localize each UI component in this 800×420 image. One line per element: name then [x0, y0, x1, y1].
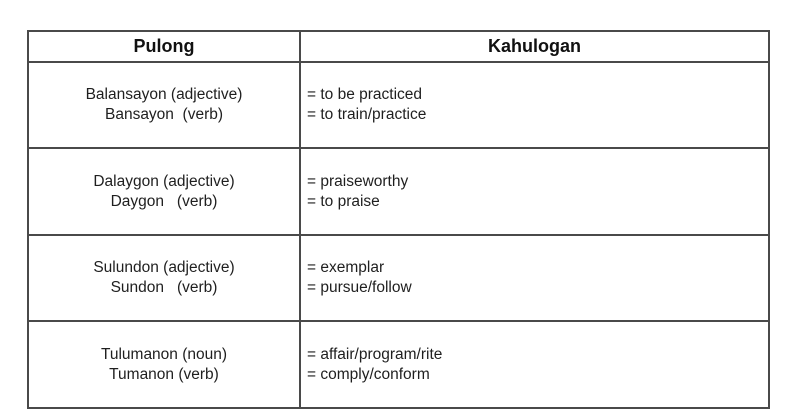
word-line: Sulundon (adjective) — [93, 259, 235, 276]
meaning-cell-balansayon — [301, 63, 768, 149]
word-line: Balansayon (adjective) — [85, 86, 243, 103]
word-line: Bansayon (verb) — [104, 106, 224, 123]
meaning-line: = to be practiced — [307, 86, 423, 103]
word-cell-tulumanon — [29, 322, 301, 407]
meaning-line: = pursue/follow — [307, 279, 412, 296]
word-line: Daygon (verb) — [110, 192, 218, 210]
meaning-line: = comply/conform — [307, 365, 430, 383]
vocabulary-table — [27, 30, 770, 409]
word-line: Tumanon (verb) — [109, 365, 219, 383]
word-line: Tulumanon (noun) — [100, 345, 228, 363]
header-pulong: Pulong — [29, 32, 301, 63]
meaning-cell-tulumanon — [301, 322, 768, 407]
meaning-line: = praiseworthy — [307, 172, 409, 190]
meaning-cell-dalaygon — [301, 149, 768, 236]
word-cell-dalaygon — [29, 149, 301, 236]
word-cell-sulundon — [29, 236, 301, 322]
meaning-line: = to train/practice — [307, 106, 427, 123]
meaning-line: = to praise — [307, 192, 380, 210]
word-line: Dalaygon (adjective) — [93, 172, 235, 190]
header-kahulogan: Kahulogan — [301, 32, 768, 63]
meaning-cell-sulundon — [301, 236, 768, 322]
meaning-line: = affair/program/rite — [307, 345, 443, 363]
word-line: Sundon (verb) — [110, 279, 218, 296]
word-cell-balansayon — [29, 63, 301, 149]
meaning-line: = exemplar — [307, 259, 385, 276]
